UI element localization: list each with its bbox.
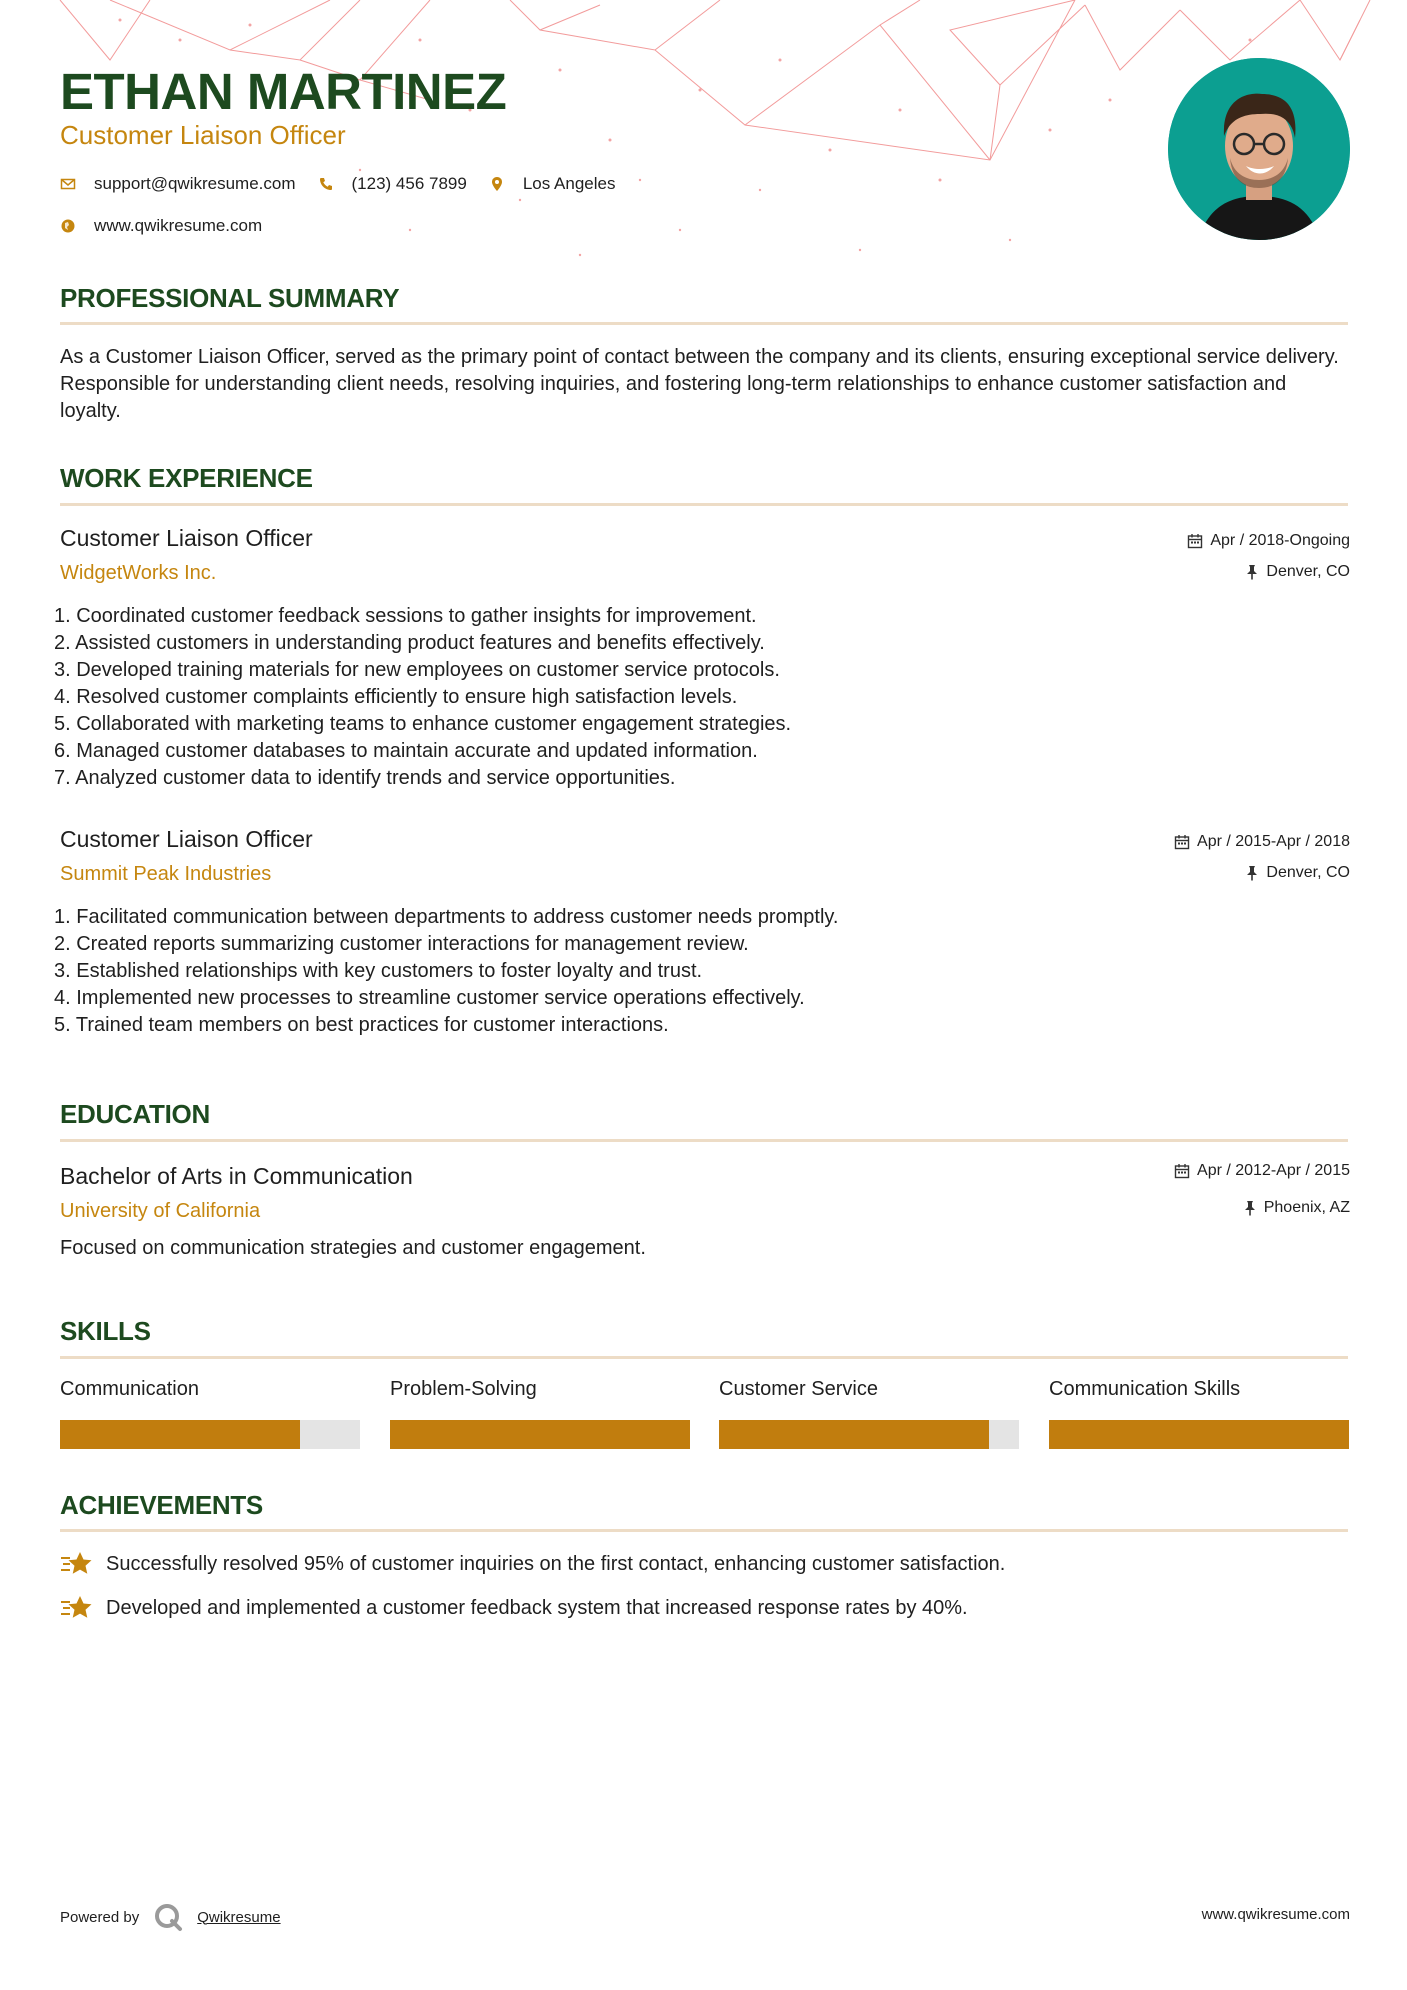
phone-text: (123) 456 7899 <box>351 174 467 193</box>
education-location-text: Phoenix, AZ <box>1263 1199 1350 1216</box>
skill-item <box>1049 1378 1349 1449</box>
education-heading: EDUCATION <box>60 1099 210 1129</box>
skill-label: Communication Skills <box>1049 1378 1241 1400</box>
bullet-item: 4. Implemented new processes to streamline customer service operations effectively. <box>54 987 805 1009</box>
candidate-name: ETHAN MARTINEZ <box>60 63 507 120</box>
calendar-icon <box>1174 834 1190 850</box>
skill-bar-fill <box>60 1420 300 1449</box>
job-location-text: Denver, CO <box>1266 864 1350 881</box>
powered-by-label: Powered by <box>60 1908 140 1926</box>
job-location <box>1245 563 1350 581</box>
skill-bar-fill <box>390 1420 690 1449</box>
skill-bar-fill <box>1049 1420 1349 1449</box>
degree-title: Bachelor of Arts in Communication <box>60 1163 413 1189</box>
summary-divider <box>60 322 1348 325</box>
achievement-text: Developed and implemented a customer feedback system that increased response rates by 40%. <box>106 1596 968 1619</box>
location-text: Los Angeles <box>522 174 616 193</box>
bullet-item: 2. Assisted customers in understanding product features and benefits effectively. <box>54 632 765 654</box>
globe-icon <box>60 218 76 234</box>
contact-row-secondary <box>60 216 284 236</box>
skill-item <box>60 1378 360 1449</box>
candidate-title: Customer Liaison Officer <box>60 120 346 150</box>
skill-bar <box>390 1420 690 1449</box>
skill-bar <box>60 1420 360 1449</box>
contact-phone[interactable] <box>318 174 467 194</box>
achievement-item <box>60 1549 1005 1579</box>
bullet-item: 3. Developed training materials for new employees on customer service protocols. <box>54 659 780 681</box>
job-company: Summit Peak Industries <box>60 863 272 885</box>
achievements-heading: ACHIEVEMENTS <box>60 1490 263 1520</box>
achievements-divider <box>60 1529 1348 1532</box>
job-dates <box>1187 532 1350 550</box>
education-description: Focused on communication strategies and customer engagement. <box>60 1237 646 1259</box>
skills-divider <box>60 1356 1348 1359</box>
skill-item <box>390 1378 690 1449</box>
avatar-illustration <box>1168 58 1350 240</box>
bullet-item: 2. Created reports summarizing customer interactions for management review. <box>54 933 749 955</box>
footer-branding <box>60 1902 281 1932</box>
job-location-text: Denver, CO <box>1266 563 1350 580</box>
pushpin-icon <box>1245 865 1259 881</box>
education-divider <box>60 1139 1348 1142</box>
education-dates-text: Apr / 2012-Apr / 2015 <box>1197 1162 1350 1179</box>
bullet-item: 6. Managed customer databases to maintain accurate and updated information. <box>54 740 758 762</box>
bullet-item: 1. Coordinated customer feedback sessions to gather insights for improvement. <box>54 605 757 627</box>
skill-bar-fill <box>719 1420 989 1449</box>
job-dates-text: Apr / 2015-Apr / 2018 <box>1197 833 1350 850</box>
footer-url[interactable]: www.qwikresume.com <box>1201 1906 1350 1923</box>
skill-label: Communication <box>60 1378 199 1400</box>
contact-email[interactable] <box>60 174 296 194</box>
job-bullets <box>54 603 791 792</box>
skill-bar <box>719 1420 1019 1449</box>
bullet-item: 4. Resolved customer complaints efficiently to ensure high satisfaction levels. <box>54 686 738 708</box>
school-name: University of California <box>60 1200 261 1222</box>
skill-bar <box>1049 1420 1349 1449</box>
education-location <box>1243 1199 1350 1217</box>
job-title: Customer Liaison Officer <box>60 826 313 852</box>
map-pin-icon <box>489 176 505 192</box>
summary-text: As a Customer Liaison Officer, served as the primary point of contact between the company and its clients, ensuring exceptional service delivery. Responsible for understanding client needs, resolving inquiries, and fostering long-term relationships to enhance customer satisfaction and loyalty. <box>60 346 1339 422</box>
job-bullets <box>54 904 838 1039</box>
skill-label: Customer Service <box>719 1378 878 1400</box>
email-text: support@qwikresume.com <box>94 174 296 193</box>
contact-row-primary <box>60 174 637 194</box>
bullet-item: 5. Trained team members on best practices for customer interactions. <box>54 1014 669 1036</box>
calendar-icon <box>1187 533 1203 549</box>
job-company: WidgetWorks Inc. <box>60 562 217 584</box>
star-icon <box>60 1549 94 1579</box>
bullet-item: 5. Collaborated with marketing teams to enhance customer engagement strategies. <box>54 713 792 735</box>
experience-divider <box>60 503 1348 506</box>
job-dates <box>1174 833 1350 851</box>
pushpin-icon <box>1243 1200 1257 1216</box>
bullet-item: 1. Facilitated communication between departments to address customer needs promptly. <box>54 906 839 928</box>
contact-location <box>489 174 616 194</box>
contact-website[interactable] <box>60 216 262 236</box>
skill-label: Problem-Solving <box>390 1378 537 1400</box>
achievement-item <box>60 1593 968 1623</box>
star-icon <box>60 1593 94 1623</box>
experience-heading: WORK EXPERIENCE <box>60 463 313 493</box>
job-dates-text: Apr / 2018-Ongoing <box>1210 532 1350 549</box>
skill-item <box>719 1378 1019 1449</box>
phone-icon <box>318 176 334 192</box>
job-title: Customer Liaison Officer <box>60 525 313 551</box>
envelope-icon <box>60 176 76 192</box>
qwikresume-logo <box>153 1902 183 1932</box>
bullet-item: 3. Established relationships with key customers to foster loyalty and trust. <box>54 960 703 982</box>
skills-heading: SKILLS <box>60 1316 151 1346</box>
achievement-text: Successfully resolved 95% of customer inquiries on the first contact, enhancing customer satisfaction. <box>106 1552 1006 1575</box>
profile-photo <box>1168 58 1350 240</box>
pushpin-icon <box>1245 564 1259 580</box>
summary-heading: PROFESSIONAL SUMMARY <box>60 283 400 313</box>
website-text: www.qwikresume.com <box>94 216 263 235</box>
calendar-icon <box>1174 1163 1190 1179</box>
qwikresume-link[interactable]: Qwikresume <box>197 1908 281 1926</box>
education-dates <box>1174 1162 1350 1180</box>
bullet-item: 7. Analyzed customer data to identify trends and service opportunities. <box>54 767 676 789</box>
job-location <box>1245 864 1350 882</box>
